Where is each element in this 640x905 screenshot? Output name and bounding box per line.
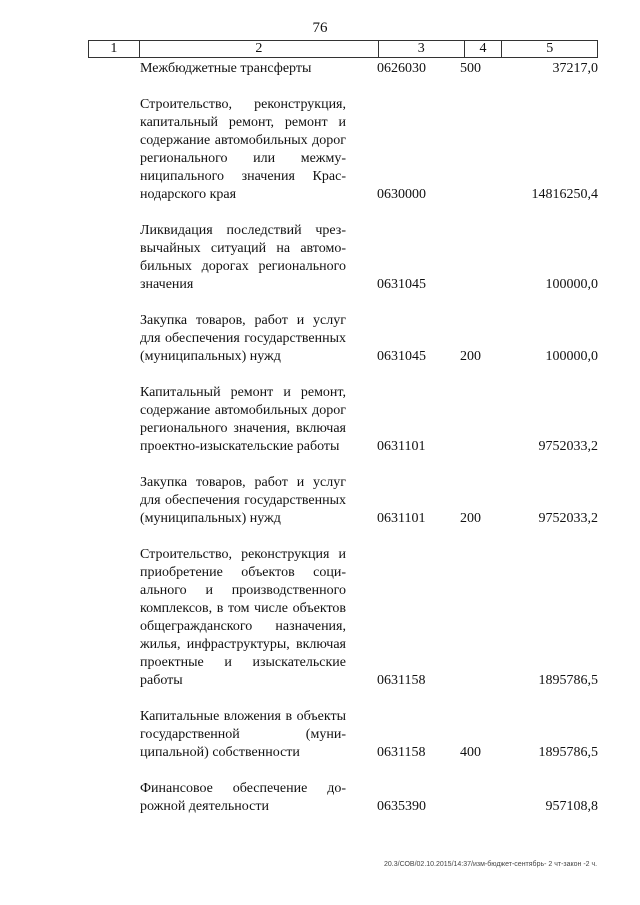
table-row	[0, 60, 640, 78]
table-row	[0, 312, 640, 366]
header-col-4: 4	[464, 41, 502, 57]
row-type: 200	[460, 511, 481, 526]
row-code: 0631045	[377, 349, 426, 364]
row-amount: 100000,0	[545, 277, 598, 292]
row-amount: 1895786,5	[538, 673, 598, 688]
row-code: 0631158	[377, 673, 426, 688]
row-code: 0631158	[377, 745, 426, 760]
table-row	[0, 474, 640, 528]
row-description: Ликвидация последствий чрезвычайных ситуаций на автомобильных дорогах регионального значения	[140, 223, 346, 292]
row-code: 0631101	[377, 511, 426, 526]
row-code: 0630000	[377, 187, 426, 202]
row-amount: 9752033,2	[538, 439, 598, 454]
row-amount: 14816250,4	[531, 187, 598, 202]
row-description: Закупка товаров, работ и услуг для обеспечения государственных (муниципальных) нужд	[140, 475, 346, 526]
row-code: 0631045	[377, 277, 426, 292]
row-code: 0635390	[377, 799, 426, 814]
row-type: 400	[460, 745, 481, 760]
table-body	[0, 60, 640, 816]
row-description: Финансовое обеспечение дорожной деятельности	[140, 781, 346, 814]
row-description: Капитальный ремонт и ремонт, содержание автомобильных дорог регионального значения, включая проектно-изыскательские работы	[140, 385, 346, 454]
row-amount: 1895786,5	[538, 745, 598, 760]
row-description: Капитальные вложения в объекты государственной (муниципальной) собственности	[140, 709, 346, 760]
table-row	[0, 96, 640, 204]
row-description: Строительство, реконструкция, капитальный ремонт, ремонт и содержание автомобильных дорог регионального или межмуниципального значения Краснодарского края	[140, 97, 346, 202]
row-code: 0631101	[377, 439, 426, 454]
header-col-2: 2	[139, 41, 378, 57]
row-type: 500	[460, 61, 481, 76]
table-row	[0, 546, 640, 690]
document-footer: 20.3/СОВ/02.10.2015/14:37/изм-бюджет-сентябрь- 2 чт-закон -2 ч.	[384, 861, 598, 868]
page-number: 76	[312, 20, 328, 36]
table-row	[0, 384, 640, 456]
table-row	[0, 780, 640, 816]
row-description: Закупка товаров, работ и услуг для обеспечения государственных (муниципальных) нужд	[140, 313, 346, 364]
row-description: Строительство, реконструкция и приобретение объектов социального и производственного комплексов, в том числе объектов общегражданского назначения, жилья, инфраструктуры, включая проектные и изыскательские работы	[140, 547, 346, 688]
table-row	[0, 708, 640, 762]
header-col-5: 5	[501, 41, 597, 57]
row-amount: 37217,0	[552, 61, 598, 76]
header-col-1: 1	[110, 41, 118, 56]
row-description: Межбюджетные трансферты	[140, 61, 312, 76]
table-row	[0, 222, 640, 294]
row-code: 0626030	[377, 61, 426, 76]
table-header	[88, 40, 598, 58]
row-type: 200	[460, 349, 481, 364]
row-amount: 9752033,2	[538, 511, 598, 526]
header-col-3: 3	[378, 41, 464, 57]
row-amount: 957108,8	[545, 799, 598, 814]
row-amount: 100000,0	[545, 349, 598, 364]
